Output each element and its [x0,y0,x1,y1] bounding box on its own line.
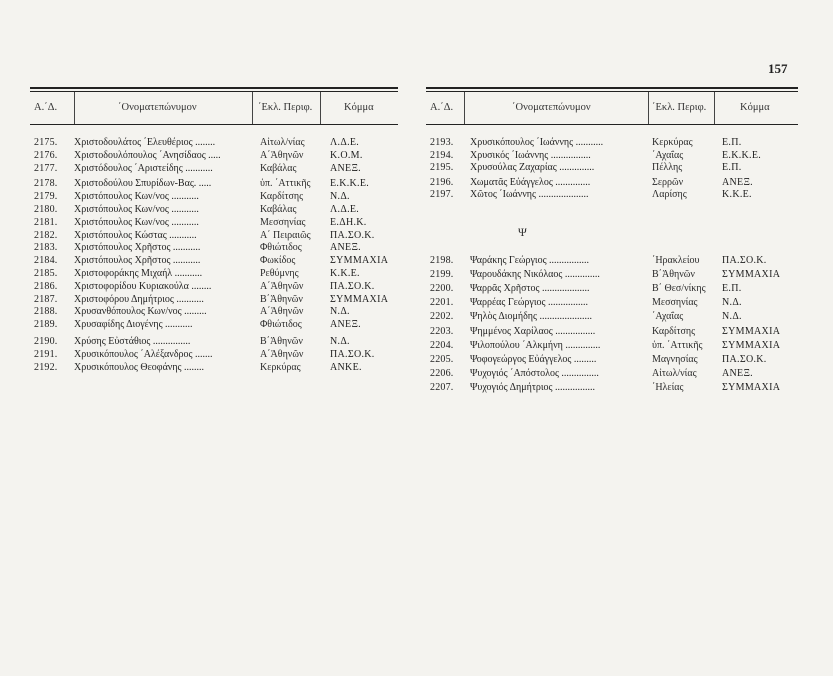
table-row [30,319,398,331]
table-row [30,362,398,374]
entry-number: 2203. [430,325,454,337]
entry-number: 2206. [430,367,454,379]
header-name: ΄Ονοματεπώνυμον [512,102,591,113]
entry-name: Χριστοφόρου Δημήτριος ........... [74,293,204,305]
entry-number: 2188. [34,306,58,318]
entry-party: ΑΝΕΞ. [330,242,361,254]
table-row [426,255,798,267]
entry-party: Ν.Δ. [722,297,742,309]
entry-party: Λ.Δ.Ε. [330,204,360,215]
column-divider [648,92,649,124]
entry-name: Χρυσικόπουλος ΄Αλέξανδρος ....... [74,348,213,360]
table-row [30,255,398,267]
entry-region: ὑπ. ΄Αττικῆς [260,178,311,190]
table-row [30,204,398,216]
table-row [30,217,398,229]
entry-party: Ν.Δ. [330,191,350,203]
entry-number: 2201. [430,297,454,309]
table-row [426,297,798,309]
table-row [30,306,398,318]
entry-number: 2205. [430,353,454,365]
entry-party: Ε.Κ.Κ.Ε. [722,149,762,161]
header-party: Κόμμα [740,102,770,113]
entry-name: Χριστοφοράκης Μιχαήλ ........... [74,268,203,279]
entry-number: 2196. [430,176,454,188]
entry-region: Ρεθύμνης [260,268,299,279]
column-divider [320,92,321,124]
entry-region: Κερκύρας [260,361,301,373]
entry-name: Ψαράκης Γεώργιος ................ [470,255,590,266]
entry-region: Πέλλης [652,162,683,174]
entry-region: Β΄Ἀθηνῶν [652,269,695,281]
entry-party: Κ.Κ.Ε. [722,189,752,201]
entry-region: Καβάλας [260,204,297,215]
column-divider [464,92,465,124]
entry-name: Χωματᾶς Εὐάγγελος .............. [470,176,591,188]
entry-region: Μαγνησίας [652,353,698,365]
entry-number: 2183. [34,242,58,254]
entry-name: Ψηλὸς Διομήδης ..................... [470,311,592,323]
entry-name: Ψυχογιός Δημήτριος ................ [470,381,595,393]
header-region: ΄Εκλ. Περιφ. [652,102,707,113]
entry-name: Ψημμένος Χαρίλαος ................ [470,325,596,337]
table-row [426,150,798,162]
entry-region: Λαρίσης [652,189,687,201]
entry-region: Μεσσηνίας [652,297,698,309]
entry-name: Χριστόπουλος Χρῆστος ........... [74,242,201,254]
header-party: Κόμμα [344,102,374,113]
entry-party: ΑΝΕΞ. [330,162,361,174]
entry-region: Α΄Ἀθηνῶν [260,306,304,318]
table-row [426,162,798,174]
top-rule [426,87,798,89]
entry-number: 2179. [34,191,58,203]
entry-name: Χριστοφορίδου Κυριακούλα ........ [74,280,212,292]
entry-name: Χριστοδουλάτος ΄Ελευθέριος ........ [74,137,216,148]
entry-party: Ε.Π. [722,162,742,174]
entry-party: ΣΥΜΜΑΧΙΑ [330,255,389,267]
entry-number: 2187. [34,293,58,305]
entry-party: ΑΝΕΞ. [722,367,753,379]
top-rule [30,87,398,89]
entry-party: Κ.Κ.Ε. [330,268,360,279]
entry-party: ΣΥΜΜΑΧΙΑ [722,325,781,337]
table-row [426,311,798,323]
entry-region: Φωκίδος [260,255,296,267]
entry-number: 2207. [430,381,454,393]
entry-number: 2185. [34,268,58,279]
entry-name: Χριστόπουλος Χρῆστος ........... [74,255,201,267]
entry-region: Β΄Ἀθηνῶν [260,336,303,347]
entry-number: 2198. [430,255,454,266]
entry-party: Ν.Δ. [330,306,350,318]
entry-number: 2175. [34,137,58,148]
entry-name: Χρυσικός ΄Ιωάννης ................ [470,149,591,161]
entry-name: Χρυσανθόπουλος Κων/νος ......... [74,306,207,318]
entry-party: Ν.Δ. [330,336,350,347]
entry-party: Ε.ΔΗ.Κ. [330,216,367,228]
entry-region: Β΄Ἀθηνῶν [260,293,303,305]
entry-region: Α΄Ἀθηνῶν [260,149,304,161]
entry-region: Β΄ Θεσ/νίκης [652,283,706,295]
entry-name: Χριστόπουλος Κων/νος ........... [74,191,199,203]
table-row [30,242,398,254]
entry-region: Μεσσηνίας [260,216,306,228]
entry-party: ΣΥΜΜΑΧΙΑ [722,269,781,281]
entry-number: 2189. [34,319,58,331]
entry-party: ΣΥΜΜΑΧΙΑ [722,339,781,351]
table-row [426,189,798,201]
table-row [426,340,798,352]
entry-number: 2193. [430,137,454,148]
entry-number: 2176. [34,149,58,161]
table-row [426,177,798,189]
table-row [30,294,398,306]
header-name: ΄Ονοματεπώνυμον [118,102,197,113]
entry-name: Χριστοδουλόπουλος ΄Ανησίδαος ..... [74,149,221,161]
entry-party: ΑΝΕΞ. [330,319,361,331]
column-divider [252,92,253,124]
entry-number: 2195. [430,162,454,174]
column-divider [714,92,715,124]
entry-name: Χριστόπουλος Κων/νος ........... [74,216,199,228]
entry-name: Χρυσαφίδης Διογένης ........... [74,319,193,331]
entry-number: 2180. [34,204,58,215]
entry-name: Χρυσούλας Ζαχαρίας .............. [470,162,595,174]
entry-party: Ν.Δ. [722,311,742,323]
table-row [30,163,398,175]
entry-party: Ε.Π. [722,283,742,295]
table-row [426,382,798,394]
entry-region: Καρδίτσης [260,191,304,203]
entry-region: Καβάλας [260,162,297,174]
entry-region: Κερκύρας [652,137,693,148]
entry-name: Χρύσης Εὐστάθιος ............... [74,336,191,347]
entry-party: ΠΑ.ΣΟ.Κ. [330,348,375,360]
entry-number: 2200. [430,283,454,295]
table-row [426,326,798,338]
entry-number: 2199. [430,269,454,281]
entry-name: Χριστοδούλου Σπυρίδων-Βας. ..... [74,178,212,190]
entry-number: 2190. [34,336,58,347]
table-row [30,191,398,203]
entry-name: Χρυσικόπουλος Θεοφάνης ........ [74,361,205,373]
header-region: ΄Εκλ. Περιφ. [258,102,313,113]
table-row [30,268,398,280]
entry-region: Α΄ Πειραιῶς [260,229,311,241]
entry-party: ΠΑ.ΣΟ.Κ. [722,353,767,365]
table-row [426,137,798,149]
entry-name: Ψιλοπούλου ΄Αλκμήνη .............. [470,339,601,351]
entry-name: Χῶτος ΄Ιωάννης .................... [470,189,589,201]
header-num: Α.΄Δ. [430,102,454,113]
entry-party: ΣΥΜΜΑΧΙΑ [722,381,781,393]
entry-party: Ε.Π. [722,137,742,148]
entry-number: 2181. [34,216,58,228]
table-row [426,368,798,380]
entry-number: 2202. [430,311,454,323]
entry-number: 2192. [34,361,58,373]
entry-number: 2191. [34,348,58,360]
right-table [426,87,798,393]
table-header [426,92,798,125]
entry-number: 2178. [34,178,58,190]
entry-party: Λ.Δ.Ε. [330,137,360,148]
table-row [426,269,798,281]
entry-party: ΠΑ.ΣΟ.Κ. [330,229,375,241]
entry-name: Χριστόδουλος ΄Αριστείδης ........... [74,162,213,174]
page-number: 157 [768,61,788,76]
entry-number: 2194. [430,149,454,161]
entry-region: ὑπ. ΄Αττικῆς [652,339,703,351]
entry-name: Χριστόπουλος Κώστας ........... [74,229,197,241]
entry-party: ΠΑ.ΣΟ.Κ. [722,255,767,266]
entry-region: Α΄Ἀθηνῶν [260,348,304,360]
entry-party: ΑΝΕΞ. [722,176,753,188]
table-row [426,354,798,366]
entry-party: ΣΥΜΜΑΧΙΑ [330,293,389,305]
entry-region: ΄Ηρακλείου [652,255,700,266]
entry-number: 2177. [34,162,58,174]
entry-party: ΑΝΚΕ. [330,361,362,373]
entry-number: 2186. [34,280,58,292]
table-header [30,92,398,125]
entry-region: Σερρῶν [652,176,684,188]
table-row [30,281,398,293]
table-row [30,349,398,361]
entry-name: Ψαρρᾶς Χρῆστος ................... [470,283,590,295]
entry-region: Αἰτωλ/νίας [260,137,305,148]
entry-region: Φθιώτιδος [260,319,302,331]
entry-region: Α΄Ἀθηνῶν [260,280,304,292]
table-row [30,178,398,190]
entry-name: Ψαρουδάκης Νικόλαος .............. [470,269,600,281]
entry-region: ΄Αχαΐας [652,311,684,323]
entry-name: Ψοφογεώργος Εὐάγγελος ......... [470,353,597,365]
column-divider [74,92,75,124]
entry-party: ΠΑ.ΣΟ.Κ. [330,280,375,292]
left-table [30,87,398,373]
entry-name: Ψαρρέας Γεώργιος ................ [470,297,588,309]
entry-party: Ε.Κ.Κ.Ε. [330,178,370,190]
entry-name: Χριστόπουλος Κων/νος ........... [74,204,199,215]
entry-region: ΄Αχαΐας [652,149,684,161]
section-letter: Ψ [518,225,527,239]
entry-name: Χρυσικόπουλος ΄Ιωάννης ........... [470,137,604,148]
table-row [30,150,398,162]
entry-number: 2184. [34,255,58,267]
entry-number: 2182. [34,229,58,241]
table-row [30,336,398,348]
table-row [30,137,398,149]
entry-number: 2204. [430,339,454,351]
header-num: Α.΄Δ. [34,102,58,113]
entry-region: Αἰτωλ/νίας [652,367,697,379]
entry-party: Κ.Ο.Μ. [330,149,363,161]
table-row [426,283,798,295]
entry-region: Καρδίτσης [652,325,696,337]
entry-region: Φθιώτιδος [260,242,302,254]
table-row [30,230,398,242]
entry-number: 2197. [430,189,454,201]
entry-region: ΄Ηλείας [652,381,684,393]
entry-name: Ψυχογιός ΄Απόστολος ............... [470,367,599,379]
